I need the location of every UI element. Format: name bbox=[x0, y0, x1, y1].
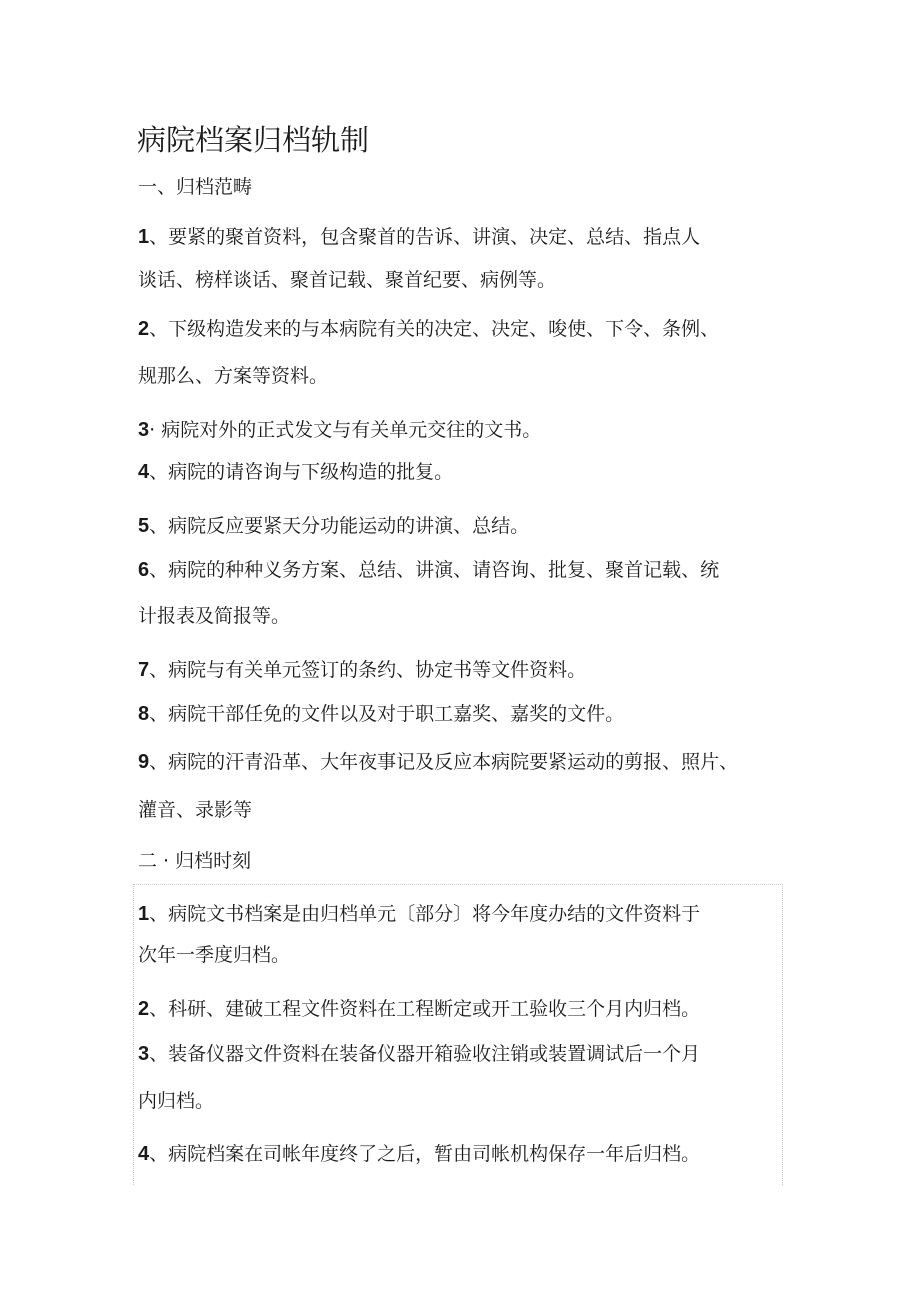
section-heading-timing: 二 · 归档时刻 bbox=[138, 850, 252, 872]
list-item bbox=[138, 418, 541, 442]
list-item bbox=[138, 658, 586, 682]
item-text: 、病院干部任免的文件以及对于职工嘉奖、嘉奖的文件。 bbox=[149, 703, 625, 725]
item-number: 4 bbox=[138, 461, 150, 483]
item-number: 6 bbox=[138, 559, 150, 581]
item-text: 、科研、建破工程文件资料在工程断定或开工验收三个月内归档。 bbox=[149, 998, 701, 1020]
item-text: 、病院的汗青沿革、大年夜事记及反应本病院要紧运动的剪报、照片、 bbox=[149, 751, 739, 773]
item-text-continued: 灌音、录影等 bbox=[138, 799, 253, 821]
list-item bbox=[138, 514, 529, 538]
item-text: 、要紧的聚首资料，包含聚首的告诉、讲演、决定、总结、指点人 bbox=[149, 226, 701, 248]
item-number: 2 bbox=[138, 998, 150, 1020]
item-text-continued: 规那么、方案等资料。 bbox=[138, 365, 329, 387]
list-item bbox=[138, 902, 700, 926]
list-item bbox=[138, 702, 624, 726]
item-text: 、病院反应要紧天分功能运动的讲演、总结。 bbox=[149, 515, 530, 537]
list-item bbox=[138, 997, 700, 1021]
item-text: · 病院对外的正式发文与有关单元交往的文书。 bbox=[149, 419, 542, 441]
item-text: 、病院与有关单元签订的条约、协定书等文件资料。 bbox=[149, 659, 587, 681]
content-frame bbox=[133, 884, 783, 1185]
item-text: 、病院的请咨询与下级构造的批复。 bbox=[149, 461, 454, 483]
list-item bbox=[138, 460, 453, 484]
list-item bbox=[138, 558, 719, 582]
item-text: 、装备仪器文件资料在装备仪器开箱验收注销或装置调试后一个月 bbox=[149, 1043, 701, 1065]
item-text-continued: 谈话、榜样谈话、聚首记载、聚首纪要、病例等。 bbox=[138, 269, 557, 291]
page-title: 病院档案归档轨制 bbox=[137, 123, 370, 157]
item-number: 9 bbox=[138, 751, 150, 773]
item-number: 3 bbox=[138, 419, 150, 441]
item-text-continued: 内归档。 bbox=[138, 1090, 215, 1112]
section-heading-scope: 一、归档范畴 bbox=[138, 176, 253, 198]
list-item bbox=[138, 750, 738, 774]
list-item bbox=[138, 1042, 700, 1066]
item-number: 3 bbox=[138, 1043, 150, 1065]
item-text: 、病院档案在司帐年度终了之后，暂由司帐机构保存一年后归档。 bbox=[149, 1143, 701, 1165]
item-text-continued: 计报表及简报等。 bbox=[138, 605, 291, 627]
item-number: 1 bbox=[138, 903, 150, 925]
item-text: 、病院文书档案是由归档单元〔部分〕将今年度办结的文件资料于 bbox=[149, 903, 701, 925]
item-number: 4 bbox=[138, 1143, 150, 1165]
list-item bbox=[138, 317, 719, 341]
item-text-continued: 次年一季度归档。 bbox=[138, 944, 291, 966]
item-number: 5 bbox=[138, 515, 150, 537]
list-item bbox=[138, 225, 700, 249]
item-text: 、下级构造发来的与本病院有关的决定、决定、唆使、下令、条例、 bbox=[149, 318, 720, 340]
item-number: 1 bbox=[138, 226, 150, 248]
item-number: 8 bbox=[138, 703, 150, 725]
list-item bbox=[138, 1142, 700, 1166]
item-number: 7 bbox=[138, 659, 150, 681]
item-text: 、病院的种种义务方案、总结、讲演、请咨询、批复、聚首记载、统 bbox=[149, 559, 720, 581]
item-number: 2 bbox=[138, 318, 150, 340]
